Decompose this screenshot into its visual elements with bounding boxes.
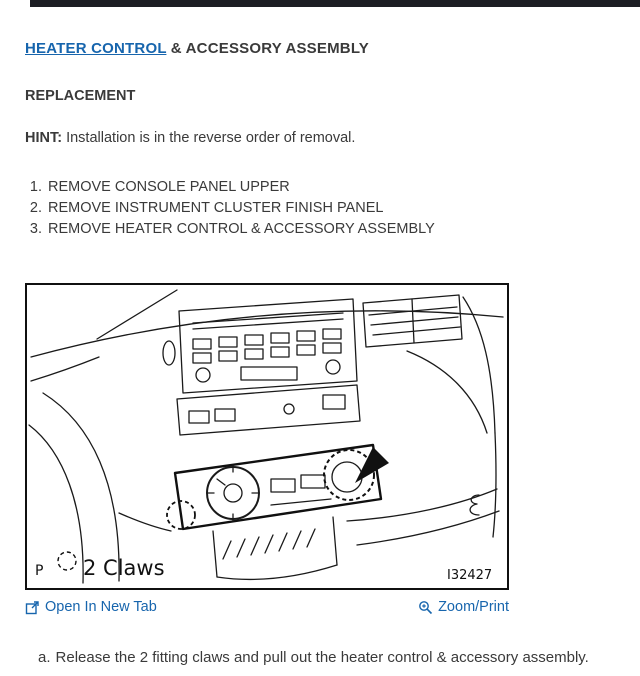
step-number: 1. xyxy=(29,179,42,195)
page-title xyxy=(25,40,628,58)
heater-control-link[interactable]: HEATER CONTROL xyxy=(25,40,167,57)
page-title-rest: & ACCESSORY ASSEMBLY xyxy=(170,40,370,57)
open-in-new-tab-link[interactable] xyxy=(25,598,157,616)
step-text: REMOVE HEATER CONTROL & ACCESSORY ASSEMBLY xyxy=(48,221,435,237)
substep-letter: a. xyxy=(38,649,51,666)
figure-code: I32427 xyxy=(447,568,493,583)
steps-list xyxy=(25,177,628,240)
figure-frame xyxy=(25,283,509,590)
substep-text: Release the 2 fitting claws and pull out the heater control & accessory assembly. xyxy=(55,649,589,666)
step-text: REMOVE INSTRUMENT CLUSTER FINISH PANEL xyxy=(48,200,384,216)
step-item xyxy=(25,219,628,240)
top-divider-bar xyxy=(30,0,640,7)
dashboard-contours xyxy=(31,290,503,537)
step-number: 2. xyxy=(29,200,42,216)
substep-a xyxy=(25,648,628,667)
zoom-print-label: Zoom/Print xyxy=(438,599,509,615)
hint-label: HINT: xyxy=(25,130,63,146)
open-in-new-tab-label: Open In New Tab xyxy=(45,599,157,615)
figure-p-label: P xyxy=(35,563,44,579)
step-item xyxy=(25,198,628,219)
radio-unit xyxy=(163,299,357,393)
step-text: REMOVE CONSOLE PANEL UPPER xyxy=(48,179,290,195)
air-vents xyxy=(363,295,462,347)
steering-wheel xyxy=(29,393,171,583)
zoom-print-link[interactable] xyxy=(418,598,509,616)
step-item xyxy=(25,177,628,198)
dashboard-illustration xyxy=(27,285,507,588)
page-content xyxy=(0,40,640,667)
hint-text: Installation is in the reverse order of removal. xyxy=(66,130,356,146)
step-number: 3. xyxy=(29,221,42,237)
figure-claws-label: 2 Claws xyxy=(83,556,165,580)
cluster-finish-panel xyxy=(177,385,360,435)
open-in-new-tab-icon xyxy=(25,600,40,615)
magnifier-icon xyxy=(418,600,433,615)
replacement-heading: REPLACEMENT xyxy=(25,88,136,104)
hint-line xyxy=(25,129,628,147)
figure-labels xyxy=(35,552,492,583)
heater-control-assembly xyxy=(175,445,381,529)
figure-links-row xyxy=(25,598,509,616)
